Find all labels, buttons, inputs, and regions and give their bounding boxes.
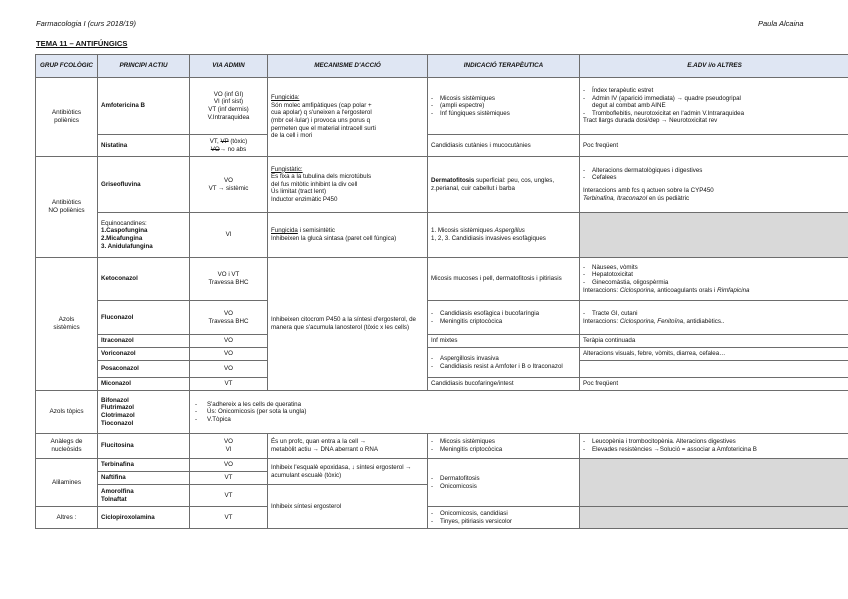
col-header-drug: PRINCIPI ACTIU <box>98 55 190 78</box>
adverse-cell: - Tracte GI, cutani Interaccions: Ciclosporina, Fenitoïna, antidiabètics.. <box>580 301 848 335</box>
author-header: Paula Alcaina <box>758 19 804 28</box>
route-cell: VO Travessa BHC <box>190 301 268 335</box>
indication-cell: Candidiasis bucofaringe/intest <box>428 378 580 391</box>
adverse-cell: Poc freqüent <box>580 135 848 157</box>
adverse-cell-empty <box>580 361 848 378</box>
indication-cell: - Candidiasis esofàgica i bucofaríngia - Meningitis criptocòcica <box>428 301 580 335</box>
group-cell: Azols tòpics <box>36 391 98 434</box>
route-cell: VT <box>190 378 268 391</box>
route-cell: VO (inf GI) VI (inf sist) VT (inf dermis) V.Intraraquidea <box>190 78 268 135</box>
indication-cell: - Dermatofitosis - Onicomicosis <box>428 459 580 507</box>
indication-cell: Candidiasis cutànies i mucocutànies <box>428 135 580 157</box>
mechanism-cell: Fungicida: Són molec amfipàtiques (cap polar + cua apolar) q s'uneixen a l'ergosterol (mbr cel·lular) i provoca uns porus q permeten que el material intracell surti de la cell i mori <box>268 78 428 157</box>
mechanism-cell: Fungistàtic: Es fixa a la tubulina dels microtúbuls del fus mitòtic inhibint la div cell Ús limitat (tract lent) Inductor enzimàtic P450 <box>268 157 428 213</box>
drug-cell: Terbinafina <box>98 459 190 472</box>
col-header-adverse: E.ADV i/o ALTRES <box>580 55 848 78</box>
route-cell: VO <box>190 459 268 472</box>
drug-cell: Naftifina <box>98 472 190 485</box>
drug-cell: Griseofluvina <box>98 157 190 213</box>
route-cell: VO <box>190 335 268 348</box>
mechanism-cell: Inhibeixen citocrom P450 a la síntesi d'ergosterol, de manera que s'acumula lanosterol (tòxic x les cells) <box>268 258 428 391</box>
indication-cell: 1. Micosis sistèmiques Aspergillus 1, 2, 3. Candidiasis invasives esofàgiques <box>428 213 580 258</box>
adverse-cell: Teràpia continuada <box>580 335 848 348</box>
group-cell: Antibiòtics NO poliènics <box>36 157 98 258</box>
route-cell: VO <box>190 348 268 361</box>
table-row <box>36 378 848 391</box>
drug-cell: Amfotericina B <box>98 78 190 135</box>
drug-cell: Equinocandines: 1.Caspofungina 2.Micafungina 3. Anidulafungina <box>98 213 190 258</box>
topics-description-cell: - S'adhereix a les cells de queratina - Ús: Onicomicosis (per sota la ungla) - V.Tòpica <box>190 391 848 434</box>
indication-cell: Inf mixtes <box>428 335 580 348</box>
table-header-row <box>36 55 848 78</box>
route-cell: VT <box>190 472 268 485</box>
col-header-mechanism: MECANISME D'ACCIÓ <box>268 55 428 78</box>
route-cell: VO <box>190 361 268 378</box>
drug-cell: Ketoconazol <box>98 258 190 301</box>
table-row <box>36 258 848 301</box>
table-row <box>36 301 848 335</box>
drug-cell: Nistatina <box>98 135 190 157</box>
drug-cell: Posaconazol <box>98 361 190 378</box>
route-cell: VO i VT Travessa BHC <box>190 258 268 301</box>
table-row <box>36 507 848 529</box>
drug-cell: Ciclopiroxolamina <box>98 507 190 529</box>
table-row <box>36 391 848 434</box>
drug-cell: Miconazol <box>98 378 190 391</box>
adverse-cell-empty <box>580 507 848 529</box>
route-cell: VO VT → sistèmic <box>190 157 268 213</box>
indication-cell: - Onicomicosis, candidiasi - Tinyes, pitiriasis versicolor <box>428 507 580 529</box>
adverse-cell: - Leucopènia i trombocitopènia. Alteracions digestives - Elevades resistències →Solució = associar a Amfotericina B <box>580 434 848 459</box>
col-header-route: VIA ADMIN <box>190 55 268 78</box>
adverse-cell: Alteracions visuals, febre, vòmits, diarrea, cefalea… <box>580 348 848 361</box>
adverse-cell: - Índex terapèutic estret - Admin IV (aparició immediata) → quadre pseudogripal degut al combat amb AINE - Tromboflebitis, neurotoxicitat en l'admin V.Intraraquidea Tract llargs durada dosi/dep → Neurotoxicitat rev <box>580 78 848 135</box>
indication-cell: - Aspergillosis invasiva - Candidiasis resist a Amfoter i B o Itraconazol <box>428 348 580 378</box>
route-cell: VO VI <box>190 434 268 459</box>
mechanism-cell: Inhibeix síntesi ergosterol <box>268 485 428 529</box>
col-header-indication: INDICACIÓ TERAPÈUTICA <box>428 55 580 78</box>
drug-cell: Voriconazol <box>98 348 190 361</box>
route-cell: VI <box>190 213 268 258</box>
col-header-group: GRUP FCOLÒGIC <box>36 55 98 78</box>
group-cell: Alilamines <box>36 459 98 507</box>
drug-cell: Flucitosina <box>98 434 190 459</box>
adverse-cell-empty <box>580 213 848 258</box>
route-cell: VT <box>190 507 268 529</box>
group-cell: Antibiòtics poliènics <box>36 78 98 157</box>
table-row <box>36 348 848 361</box>
drug-cell: Bifonazol Flutrimazol Clotrimazol Tioconazol <box>98 391 190 434</box>
drug-cell: Fluconazol <box>98 301 190 335</box>
group-cell: Azols sistèmics <box>36 258 98 391</box>
course-header: Farmacologia I (curs 2018/19) <box>36 19 137 28</box>
adverse-cell: - Alteracions dermatològiques i digestives - Cefalees Interaccions amb fcs q actuen sobre la CYP450 Terbinafina, Itraconazol en ús pediàtric <box>580 157 848 213</box>
indication-cell: - Micosis sistèmiques - (ampli espectre) - Inf fúngiques sistèmiques <box>428 78 580 135</box>
antifungals-table <box>35 54 848 529</box>
mechanism-cell: És un profc, quan entra a la cell → metabòlit actiu → DNA aberrant o RNA <box>268 434 428 459</box>
table-row <box>36 157 848 213</box>
indication-cell: Dermatofitosis superficial: peu, cos, ungles, z.perianal, cuir cabellut i barba <box>428 157 580 213</box>
adverse-cell-empty <box>580 459 848 507</box>
indication-cell: - Micosis sistèmiques - Meningitis criptocòcica <box>428 434 580 459</box>
route-cell: VT, VP (tòxic) VO→ no abs <box>190 135 268 157</box>
adverse-cell: - Nàusees, vòmits - Hepatotoxicitat - Ginecomàstia, oligospèrmia Interaccions: Ciclosporina, anticoagulants orals i Rimfapicina <box>580 258 848 301</box>
page-title: TEMA 11 – ANTIFÚNGICS <box>36 39 128 48</box>
drug-cell: Itraconazol <box>98 335 190 348</box>
route-cell: VT <box>190 485 268 507</box>
adverse-cell: Poc freqüent <box>580 378 848 391</box>
table-row <box>36 78 848 135</box>
table-row <box>36 135 848 157</box>
mechanism-cell: Inhibeix l'esqualè epoxidasa, ↓ síntesi ergosterol → acumulant escualè (tòxic) <box>268 459 428 485</box>
table-row <box>36 335 848 348</box>
indication-cell: Micosis mucoses i pell, dermatofitosis i pitiriasis <box>428 258 580 301</box>
drug-cell: Amorolfina Tolnaftat <box>98 485 190 507</box>
table-row <box>36 213 848 258</box>
table-row <box>36 459 848 472</box>
table-row <box>36 434 848 459</box>
group-cell: Anàlegs de nucleòsids <box>36 434 98 459</box>
group-cell: Altres : <box>36 507 98 529</box>
mechanism-cell: Fungicida i semisintètic Inhibeixen la glucà sintasa (paret cell fúngica) <box>268 213 428 258</box>
